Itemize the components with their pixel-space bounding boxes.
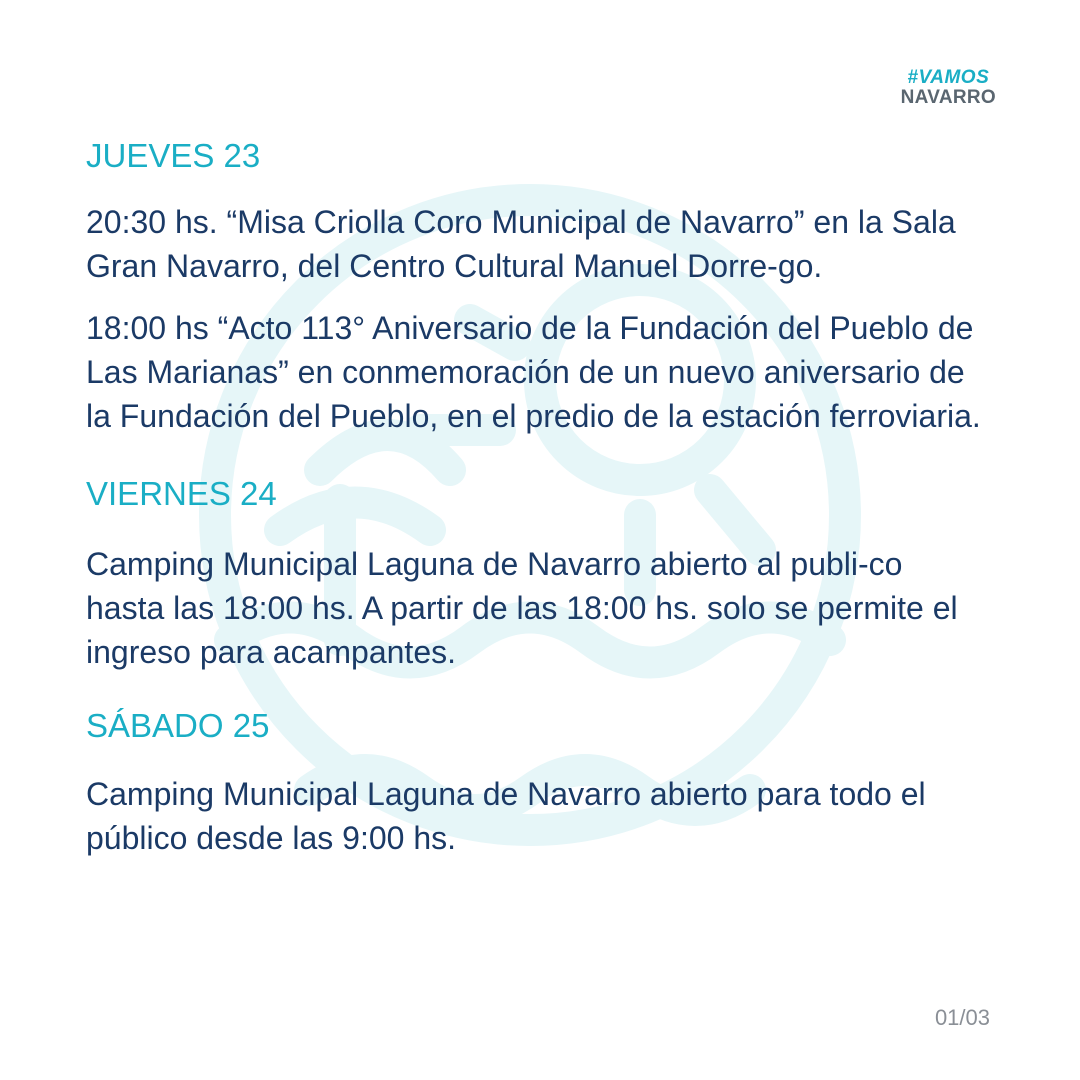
logo-name: NAVARRO [900,87,996,108]
event-camping-viernes: Camping Municipal Laguna de Navarro abierto al publi-co hasta las 18:00 hs. A partir de las 18:00 hs. solo se permite el ingreso para acampantes. [86,546,958,670]
day-heading-sabado: SÁBADO 25 [86,707,270,744]
vamos-navarro-logo [901,68,996,107]
logo-hashtag: #VAMOS [907,67,990,88]
page-number: 01/03 [934,1005,990,1030]
day-heading-jueves: JUEVES 23 [86,137,261,174]
event-camping-sabado: Camping Municipal Laguna de Navarro abierto para todo el público desde las 9:00 hs. [86,776,926,856]
schedule-content [86,134,986,860]
event-acto-aniversario: 18:00 hs “Acto 113° Aniversario de la Fundación del Pueblo de Las Marianas” en conmemoración de un nuevo aniversario de la Fundación del Pueblo, en el predio de la estación ferroviaria. [86,310,981,434]
day-heading-viernes: VIERNES 24 [86,475,277,512]
event-misa-criolla: 20:30 hs. “Misa Criolla Coro Municipal de Navarro” en la Sala Gran Navarro, del Centro Cultural Manuel Dorre-go. [86,204,956,284]
